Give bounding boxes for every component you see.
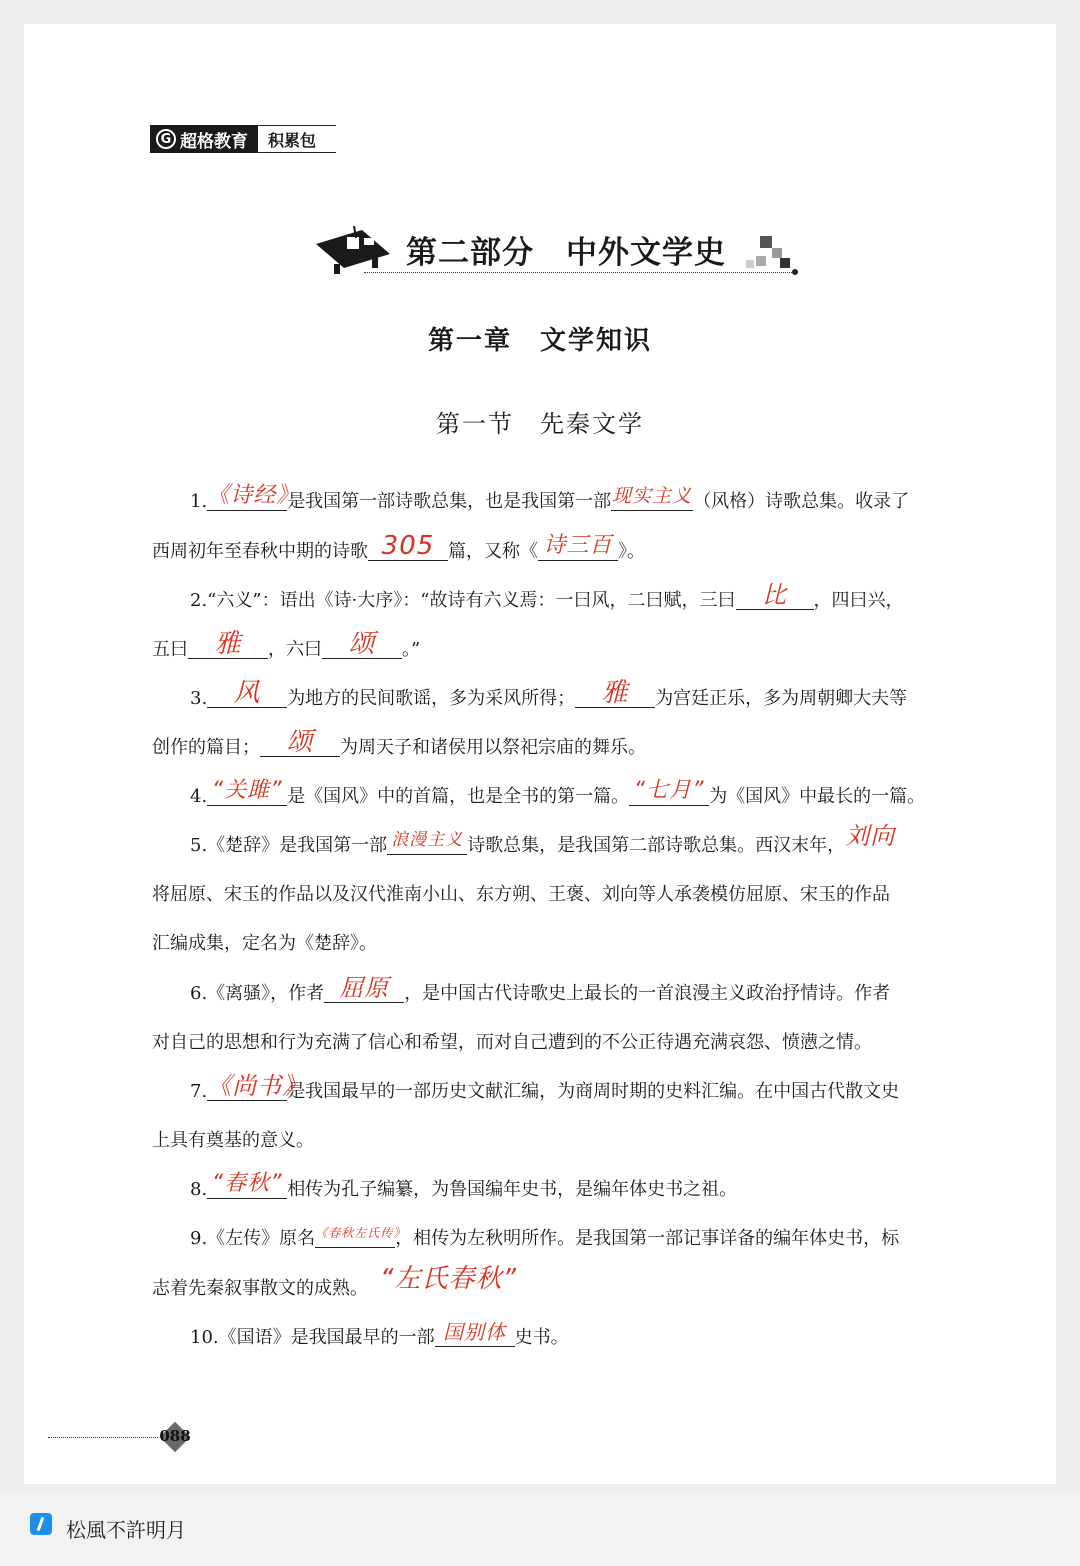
q4-text1: 是《国风》中的首篇，也是全书的第一篇。 bbox=[287, 786, 630, 807]
desk-icon bbox=[314, 224, 394, 276]
q6-text1: 6.《离骚》，作者 bbox=[190, 983, 325, 1004]
q9-blank1[interactable] bbox=[315, 1226, 407, 1248]
q5-line2: 将屈原、宋玉的作品以及汉代淮南小山、东方朔、王褒、刘向等人承袭模仿屈原、宋玉的作品 bbox=[152, 884, 890, 905]
q3-blank2[interactable] bbox=[575, 678, 655, 708]
q8-answer1: “春秋” bbox=[211, 1171, 283, 1196]
pen-icon bbox=[30, 1513, 52, 1535]
q9-answer1: 《春秋左氏传》 bbox=[315, 1226, 407, 1240]
brand-name: 超格教育 bbox=[180, 131, 248, 152]
q10-answer1: 国别体 bbox=[443, 1320, 507, 1344]
decor-squares-icon bbox=[744, 236, 792, 270]
q1-blank1[interactable] bbox=[207, 483, 300, 511]
q3-text4: 为周天子和诸侯用以祭祀宗庙的舞乐。 bbox=[340, 737, 646, 758]
page-number-badge bbox=[48, 1422, 218, 1452]
q3-blank3[interactable] bbox=[260, 727, 340, 757]
q2-answer2: 雅 bbox=[214, 629, 242, 659]
q8-number: 8. bbox=[190, 1179, 208, 1200]
q6-text2: ，是中国古代诗歌史上最长的一首浪漫主义政治抒情诗。作者 bbox=[404, 983, 891, 1004]
q2-line1 bbox=[190, 581, 904, 613]
q8-text1: 相传为孔子编纂，为鲁国编年史书，是编年体史书之祖。 bbox=[287, 1179, 738, 1200]
q1-text4: 篇，又称《 bbox=[448, 541, 538, 562]
q8-blank1[interactable] bbox=[207, 1171, 287, 1199]
part-title: 第二部分 中外文学史 bbox=[406, 235, 726, 271]
q5-line3: 汇编成集，定名为《楚辞》。 bbox=[152, 933, 377, 954]
q3-answer1: 风 bbox=[233, 678, 261, 708]
q1-text3: 西周初年至春秋中期的诗歌 bbox=[152, 541, 368, 562]
q1-line2 bbox=[152, 531, 645, 564]
q9-text1: 9.《左传》原名 bbox=[190, 1228, 316, 1249]
brand-g-icon: G bbox=[156, 129, 176, 149]
q7-blank1[interactable] bbox=[207, 1072, 308, 1101]
q2-text2: ，四曰兴， bbox=[813, 590, 904, 611]
q1-text5: 》。 bbox=[618, 541, 645, 562]
page-number-line bbox=[48, 1437, 158, 1438]
q5-text2: 诗歌总集，是我国第二部诗歌总集。西汉末年， bbox=[467, 835, 846, 856]
q9-line2 bbox=[152, 1277, 368, 1301]
part-divider bbox=[364, 272, 794, 273]
q4-number: 4. bbox=[190, 786, 208, 807]
q4-blank1[interactable] bbox=[207, 778, 287, 806]
q4-blank2[interactable] bbox=[629, 778, 709, 806]
q6-line1 bbox=[190, 974, 891, 1006]
q7-line2: 上具有奠基的意义。 bbox=[152, 1130, 314, 1151]
footer-bar bbox=[0, 1490, 1080, 1566]
footer-author: 松風不許明月 bbox=[66, 1518, 186, 1542]
q1-answer4: 诗三百 bbox=[543, 533, 613, 558]
q2-blank3[interactable] bbox=[322, 629, 402, 659]
q9-text3: 志着先秦叙事散文的成熟。 bbox=[152, 1278, 368, 1299]
q1-blank2[interactable] bbox=[611, 485, 693, 511]
part-heading bbox=[314, 224, 804, 280]
q6-line2: 对自己的思想和行为充满了信心和希望，而对自己遭到的不公正待遇充满哀怨、愤懑之情。 bbox=[152, 1032, 872, 1053]
page-number: 088 bbox=[159, 1427, 191, 1445]
q3-line2 bbox=[152, 727, 646, 760]
q3-text3: 创作的篇目； bbox=[152, 737, 260, 758]
q3-text2: 为宫廷正乐，多为周朝卿大夫等 bbox=[655, 688, 908, 709]
q5-answer2: 刘向 bbox=[845, 822, 896, 850]
q6-answer1: 屈原 bbox=[339, 974, 390, 1002]
divider-dot bbox=[792, 269, 798, 275]
q1-answer2: 现实主义 bbox=[612, 485, 693, 507]
q2-blank1[interactable] bbox=[736, 581, 814, 610]
q3-answer3: 颂 bbox=[286, 727, 314, 757]
q4-line1 bbox=[190, 778, 926, 809]
q3-blank1[interactable] bbox=[207, 678, 287, 708]
q1-number: 1. bbox=[190, 491, 208, 512]
document-page bbox=[24, 24, 1056, 1484]
q1-blank4[interactable] bbox=[538, 533, 618, 561]
q1-text2: （风格）诗歌总集。收录了 bbox=[693, 491, 910, 512]
q3-text1: 为地方的民间歌谣，多为采风所得； bbox=[287, 688, 576, 709]
q4-text2: 为《国风》中最长的一篇。 bbox=[709, 786, 926, 807]
q4-answer2: “七月” bbox=[633, 778, 705, 803]
q7-line1 bbox=[190, 1072, 900, 1104]
q9-note: “左氏春秋” bbox=[380, 1264, 517, 1294]
q5-blank1[interactable] bbox=[387, 830, 467, 855]
brand-header bbox=[150, 125, 336, 153]
q2-answer3: 颂 bbox=[348, 629, 376, 659]
q10-blank1[interactable] bbox=[435, 1320, 515, 1347]
q1-blank3[interactable] bbox=[368, 531, 448, 561]
q2-text1: 2.“六义”：语出《诗·大序》：“故诗有六义焉：一曰风，二曰赋，三曰 bbox=[190, 590, 736, 611]
q9-text2: ，相传为左秋明所作。是我国第一部记事详备的编年体史书，标 bbox=[395, 1228, 900, 1249]
section-title: 第一节 先秦文学 bbox=[436, 410, 644, 438]
q10-text2: 史书。 bbox=[514, 1327, 569, 1348]
q5-line1 bbox=[190, 822, 896, 858]
q7-text1: 是我国最早的一部历史文献汇编，为商周时期的史料汇编。在中国古代散文史 bbox=[287, 1081, 900, 1102]
q10-text1: 10.《国语》是我国最早的一部 bbox=[190, 1327, 435, 1348]
q3-number: 3. bbox=[190, 688, 208, 709]
q1-text1: 是我国第一部诗歌总集，也是我国第一部 bbox=[287, 491, 612, 512]
q7-number: 7. bbox=[190, 1081, 208, 1102]
q1-answer1: 《诗经》 bbox=[207, 483, 300, 508]
q8-line1 bbox=[190, 1171, 738, 1202]
q2-line2 bbox=[152, 629, 421, 662]
q2-answer1: 比 bbox=[762, 581, 787, 609]
q7-answer1: 《尚书》 bbox=[207, 1072, 308, 1100]
q3-answer2: 雅 bbox=[601, 678, 629, 708]
q5-answer1: 浪漫主义 bbox=[391, 830, 464, 850]
q2-text3: 五曰 bbox=[152, 639, 188, 660]
q3-line1 bbox=[190, 678, 908, 711]
q4-answer1: “关雎” bbox=[211, 778, 283, 803]
q1-line1 bbox=[190, 483, 910, 514]
q9-line1 bbox=[190, 1227, 899, 1251]
brand-logo bbox=[150, 125, 258, 153]
q5-text1: 5.《楚辞》是我国第一部 bbox=[190, 835, 388, 856]
q6-blank1[interactable] bbox=[324, 974, 404, 1003]
chapter-title: 第一章 文学知识 bbox=[427, 326, 652, 356]
pack-label: 积累包 bbox=[258, 125, 336, 153]
q10-line1 bbox=[190, 1320, 569, 1350]
q2-text4: ，六曰 bbox=[268, 639, 322, 660]
q1-answer3: 305 bbox=[381, 531, 435, 561]
q2-text5: 。” bbox=[402, 639, 421, 660]
q2-blank2[interactable] bbox=[188, 629, 268, 659]
